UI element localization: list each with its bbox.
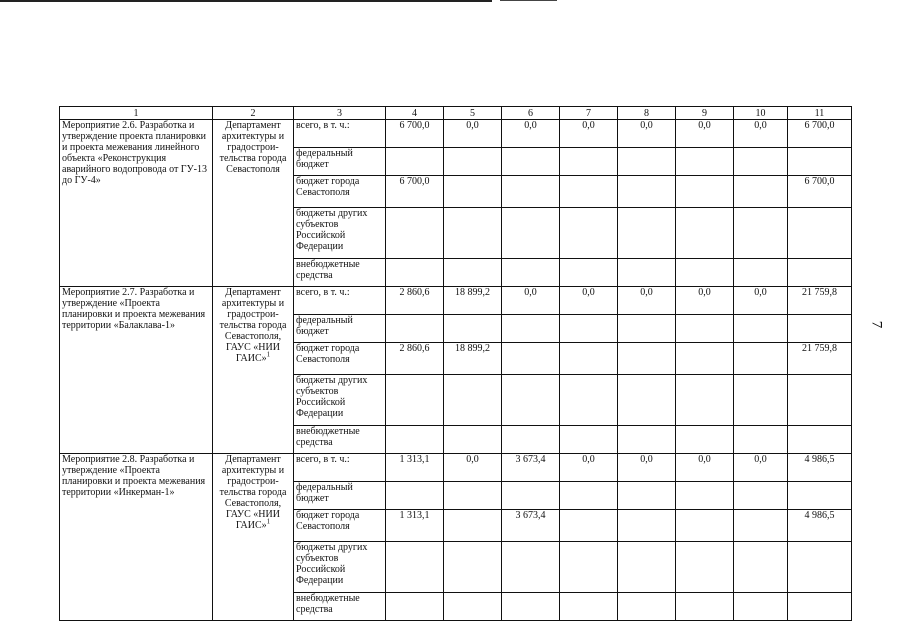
amount-cell <box>734 482 788 510</box>
source-offbudget-label: внебюджетные средства <box>294 426 386 454</box>
amount-cell <box>676 482 734 510</box>
amount-cell <box>618 375 676 426</box>
amount-cell <box>386 375 444 426</box>
header-cell: 11 <box>788 107 852 120</box>
amount-cell <box>560 510 618 542</box>
event-executor <box>213 120 294 287</box>
amount-cell <box>676 315 734 343</box>
header-cell: 4 <box>386 107 444 120</box>
page-number: 7 <box>868 320 885 329</box>
amount-cell <box>618 343 676 375</box>
amount-cell <box>788 482 852 510</box>
source-federal-label: федеральный бюджет <box>294 315 386 343</box>
amount-cell <box>788 375 852 426</box>
executor-footnote: 1 <box>266 517 271 526</box>
amount-cell <box>386 315 444 343</box>
top-rule <box>0 0 492 2</box>
amount-cell <box>502 176 560 208</box>
amount-cell <box>734 542 788 593</box>
amount-cell: 0,0 <box>618 287 676 315</box>
amount-cell: 21 759,8 <box>788 287 852 315</box>
event-title: Мероприятие 2.8. Разработка и утверждение «Проекта планировки и проекта межевания территории «Инкерман-1» <box>60 454 213 621</box>
amount-cell <box>788 542 852 593</box>
amount-cell: 0,0 <box>676 454 734 482</box>
amount-cell <box>444 510 502 542</box>
amount-cell <box>618 542 676 593</box>
amount-cell <box>788 315 852 343</box>
amount-cell <box>386 426 444 454</box>
amount-cell <box>502 542 560 593</box>
source-subjects-label: бюджеты других субъектов Российской Федерации <box>294 542 386 593</box>
amount-cell <box>560 315 618 343</box>
amount-cell <box>618 510 676 542</box>
header-cell: 2 <box>213 107 294 120</box>
amount-cell <box>618 176 676 208</box>
header-row <box>60 107 852 120</box>
event-title: Мероприятие 2.7. Разработка и утверждение «Проекта планировки и проекта межевания территории «Балаклава-1» <box>60 287 213 454</box>
header-cell: 10 <box>734 107 788 120</box>
amount-cell <box>560 482 618 510</box>
amount-cell <box>734 176 788 208</box>
amount-cell <box>676 542 734 593</box>
amount-cell <box>618 259 676 287</box>
header-cell: 5 <box>444 107 502 120</box>
amount-cell <box>560 148 618 176</box>
amount-cell <box>502 426 560 454</box>
amount-cell <box>560 593 618 621</box>
source-city-label: бюджет города Севастополя <box>294 510 386 542</box>
amount-cell <box>386 542 444 593</box>
table-body <box>60 107 852 621</box>
amount-cell: 0,0 <box>734 287 788 315</box>
amount-cell <box>560 208 618 259</box>
header-cell: 6 <box>502 107 560 120</box>
amount-cell <box>618 593 676 621</box>
amount-cell <box>734 208 788 259</box>
executor-text: Департамент архитектуры и градострои-тельства города Севастополя, ГАУС «НИИ ГАИС» <box>219 454 287 531</box>
amount-cell <box>676 208 734 259</box>
amount-cell <box>444 542 502 593</box>
budget-table <box>59 106 852 621</box>
amount-cell <box>444 375 502 426</box>
amount-cell <box>788 426 852 454</box>
amount-cell <box>676 510 734 542</box>
amount-cell <box>386 259 444 287</box>
amount-cell: 0,0 <box>618 454 676 482</box>
executor-text: Департамент архитектуры и градострои-тельства города Севастополя, ГАУС «НИИ ГАИС» <box>219 287 287 364</box>
event-total-row <box>60 287 852 315</box>
amount-cell <box>502 375 560 426</box>
amount-cell <box>788 148 852 176</box>
amount-cell <box>676 343 734 375</box>
amount-cell: 0,0 <box>444 120 502 148</box>
amount-cell <box>560 542 618 593</box>
amount-cell <box>560 176 618 208</box>
source-offbudget-label: внебюджетные средства <box>294 259 386 287</box>
amount-cell <box>560 259 618 287</box>
amount-cell <box>676 176 734 208</box>
amount-cell: 6 700,0 <box>788 176 852 208</box>
amount-cell <box>676 259 734 287</box>
source-city-label: бюджет города Севастополя <box>294 343 386 375</box>
top-rule-short <box>500 0 557 1</box>
amount-cell <box>734 593 788 621</box>
amount-cell: 21 759,8 <box>788 343 852 375</box>
amount-cell <box>444 593 502 621</box>
amount-cell <box>444 208 502 259</box>
source-total-label: всего, в т. ч.: <box>294 287 386 315</box>
amount-cell <box>734 343 788 375</box>
amount-cell <box>734 375 788 426</box>
amount-cell: 0,0 <box>734 454 788 482</box>
source-federal-label: федеральный бюджет <box>294 482 386 510</box>
amount-cell <box>676 593 734 621</box>
amount-cell <box>560 426 618 454</box>
amount-cell <box>444 426 502 454</box>
executor-text: Департамент архитектуры и градострои-тельства города Севастополя <box>219 120 287 175</box>
amount-cell <box>560 343 618 375</box>
amount-cell <box>386 482 444 510</box>
event-executor <box>213 454 294 621</box>
amount-cell <box>618 426 676 454</box>
amount-cell: 4 986,5 <box>788 454 852 482</box>
amount-cell <box>386 593 444 621</box>
header-cell: 7 <box>560 107 618 120</box>
amount-cell <box>734 315 788 343</box>
event-executor <box>213 287 294 454</box>
source-federal-label: федеральный бюджет <box>294 148 386 176</box>
source-subjects-label: бюджеты других субъектов Российской Федерации <box>294 375 386 426</box>
amount-cell <box>734 510 788 542</box>
amount-cell: 0,0 <box>444 454 502 482</box>
amount-cell: 18 899,2 <box>444 343 502 375</box>
amount-cell <box>618 482 676 510</box>
amount-cell <box>502 343 560 375</box>
amount-cell <box>444 315 502 343</box>
amount-cell <box>618 208 676 259</box>
event-total-row <box>60 454 852 482</box>
amount-cell <box>502 148 560 176</box>
amount-cell <box>734 426 788 454</box>
amount-cell: 2 860,6 <box>386 287 444 315</box>
amount-cell <box>788 208 852 259</box>
amount-cell: 6 700,0 <box>788 120 852 148</box>
amount-cell: 6 700,0 <box>386 120 444 148</box>
amount-cell <box>618 148 676 176</box>
header-cell: 8 <box>618 107 676 120</box>
amount-cell: 1 313,1 <box>386 454 444 482</box>
header-cell: 1 <box>60 107 213 120</box>
amount-cell <box>502 208 560 259</box>
amount-cell: 4 986,5 <box>788 510 852 542</box>
source-offbudget-label: внебюджетные средства <box>294 593 386 621</box>
amount-cell <box>386 148 444 176</box>
amount-cell: 0,0 <box>502 287 560 315</box>
source-city-label: бюджет города Севастополя <box>294 176 386 208</box>
amount-cell: 18 899,2 <box>444 287 502 315</box>
amount-cell <box>502 593 560 621</box>
amount-cell: 3 673,4 <box>502 454 560 482</box>
amount-cell: 0,0 <box>560 287 618 315</box>
amount-cell <box>734 148 788 176</box>
amount-cell <box>734 259 788 287</box>
source-subjects-label: бюджеты других субъектов Российской Федерации <box>294 208 386 259</box>
amount-cell <box>444 482 502 510</box>
amount-cell <box>618 315 676 343</box>
amount-cell: 1 313,1 <box>386 510 444 542</box>
amount-cell: 0,0 <box>618 120 676 148</box>
amount-cell: 0,0 <box>676 287 734 315</box>
amount-cell <box>560 375 618 426</box>
amount-cell: 0,0 <box>560 120 618 148</box>
amount-cell <box>676 426 734 454</box>
amount-cell <box>502 482 560 510</box>
amount-cell: 0,0 <box>560 454 618 482</box>
amount-cell <box>676 148 734 176</box>
amount-cell <box>444 176 502 208</box>
event-total-row <box>60 120 852 148</box>
header-cell: 9 <box>676 107 734 120</box>
amount-cell <box>788 259 852 287</box>
amount-cell <box>502 315 560 343</box>
amount-cell: 3 673,4 <box>502 510 560 542</box>
source-total-label: всего, в т. ч.: <box>294 454 386 482</box>
amount-cell: 6 700,0 <box>386 176 444 208</box>
event-title: Мероприятие 2.6. Разработка и утверждение проекта планировки и проекта межевания линейного объекта «Реконструкция аварийного водопровода от ГУ-13 до ГУ-4» <box>60 120 213 287</box>
amount-cell: 0,0 <box>734 120 788 148</box>
amount-cell <box>788 593 852 621</box>
amount-cell: 2 860,6 <box>386 343 444 375</box>
amount-cell <box>444 148 502 176</box>
amount-cell <box>676 375 734 426</box>
amount-cell <box>502 259 560 287</box>
amount-cell <box>444 259 502 287</box>
amount-cell: 0,0 <box>502 120 560 148</box>
amount-cell: 0,0 <box>676 120 734 148</box>
amount-cell <box>386 208 444 259</box>
executor-footnote: 1 <box>266 350 271 359</box>
header-cell: 3 <box>294 107 386 120</box>
source-total-label: всего, в т. ч.: <box>294 120 386 148</box>
